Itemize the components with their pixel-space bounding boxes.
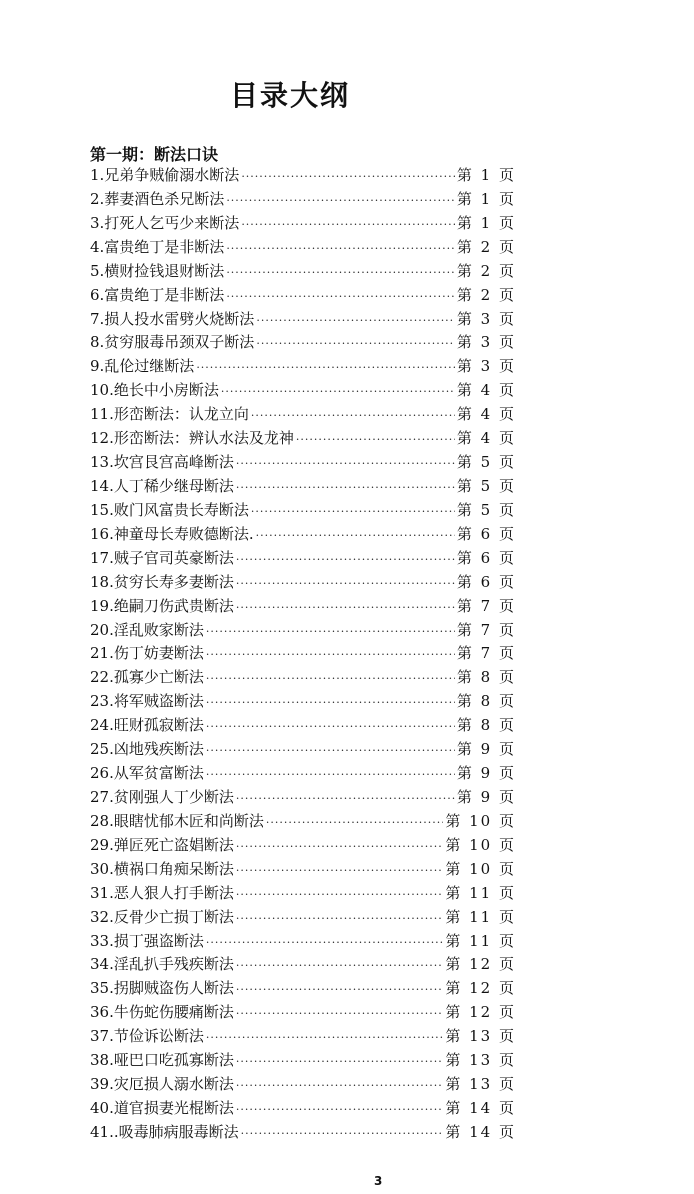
toc-entry-page: 第 9 页 <box>456 787 516 806</box>
toc-entry-title: 35.拐脚贼盗伤人断法 <box>90 979 234 998</box>
toc-entry-title: 28.眼瞎忧郁木匠和尚断法 <box>90 811 264 830</box>
toc-entry-page: 第 7 页 <box>456 596 516 615</box>
toc-entry <box>90 642 516 666</box>
toc-entry <box>90 858 516 882</box>
dot-leader <box>236 1074 444 1098</box>
toc-entry-page: 第 13 页 <box>445 1027 516 1046</box>
dot-leader <box>266 811 444 835</box>
toc-entry-page: 第 2 页 <box>456 285 516 304</box>
toc-entry-page: 第 6 页 <box>456 572 516 591</box>
dot-leader <box>241 1122 444 1146</box>
dot-leader <box>226 261 455 285</box>
toc-entry-page: 第 7 页 <box>456 644 516 663</box>
toc-entry-title: 17.贼子官司英豪断法 <box>90 548 234 567</box>
toc-entry-page: 第 11 页 <box>445 883 516 902</box>
toc-entry-page: 第 4 页 <box>456 381 516 400</box>
page-title: 目录大纲 <box>229 79 350 112</box>
toc-entry-title: 26.从军贫富断法 <box>90 764 204 783</box>
toc-entry-page: 第 2 页 <box>456 261 516 280</box>
toc-entry <box>90 164 516 188</box>
toc-entry-page: 第 10 页 <box>445 835 516 854</box>
toc-entry <box>90 810 516 834</box>
toc-entry-page: 第 10 页 <box>445 859 516 878</box>
toc-entry <box>90 930 516 954</box>
toc-entry <box>90 977 516 1001</box>
toc-entry-page: 第 4 页 <box>456 405 516 424</box>
dot-leader <box>206 691 455 715</box>
toc-entry-page: 第 7 页 <box>456 620 516 639</box>
toc-entry-title: 10.绝长中小房断法 <box>90 381 219 400</box>
page-number: 3 <box>374 1174 383 1188</box>
toc-entry <box>90 762 516 786</box>
toc-entry-title: 38.哑巴口吃孤寡断法 <box>90 1051 234 1070</box>
dot-leader <box>236 1002 444 1026</box>
toc-entry-title: 11.形峦断法：认龙立向 <box>90 405 249 424</box>
toc-entry-title: 12.形峦断法：辨认水法及龙神 <box>90 429 294 448</box>
dot-leader <box>206 715 455 739</box>
toc-entry-page: 第 8 页 <box>456 668 516 687</box>
toc-entry-page: 第 5 页 <box>456 476 516 495</box>
toc-entry-page: 第 8 页 <box>456 692 516 711</box>
dot-leader <box>236 596 455 620</box>
dot-leader <box>236 1050 444 1074</box>
toc-entry <box>90 475 516 499</box>
toc-entry <box>90 1025 516 1049</box>
dot-leader <box>206 1026 444 1050</box>
toc-entry <box>90 284 516 308</box>
dot-leader <box>226 285 455 309</box>
toc-entry-page: 第 1 页 <box>456 213 516 232</box>
toc-entry <box>90 403 516 427</box>
toc-entry-title: 34.淫乱扒手残疾断法 <box>90 955 234 974</box>
toc-entry-title: 31.恶人狠人打手断法 <box>90 883 234 902</box>
toc-entry <box>90 595 516 619</box>
toc-entry-title: 30.横祸口角痴呆断法 <box>90 859 234 878</box>
toc-entry <box>90 571 516 595</box>
toc-entry-page: 第 4 页 <box>456 429 516 448</box>
dot-leader <box>226 189 455 213</box>
toc-entry-title: 27.贫刚强人丁少断法 <box>90 787 234 806</box>
toc-entry-page: 第 1 页 <box>456 166 516 184</box>
toc-entry-page: 第 12 页 <box>445 955 516 974</box>
toc-entry-title: 21.伤丁妨妻断法 <box>90 644 204 663</box>
toc-entry-page: 第 6 页 <box>456 524 516 543</box>
toc-entry-title: 7.损人投水雷劈火烧断法 <box>90 309 255 328</box>
dot-leader <box>236 978 444 1002</box>
toc-entry <box>90 547 516 571</box>
toc-entry <box>90 427 516 451</box>
dot-leader <box>206 643 455 667</box>
toc-entry <box>90 882 516 906</box>
toc-entry <box>90 619 516 643</box>
toc-entry <box>90 690 516 714</box>
dot-leader <box>251 500 455 524</box>
toc-entry-title: 41..吸毒肺病服毒断法 <box>90 1122 239 1141</box>
toc-entry-page: 第 11 页 <box>445 931 516 950</box>
toc-entry <box>90 308 516 332</box>
toc-entry-page: 第 14 页 <box>445 1098 516 1117</box>
toc-entry <box>90 1121 516 1145</box>
toc-entry <box>90 212 516 236</box>
toc-entry <box>90 236 516 260</box>
dot-leader <box>251 404 455 428</box>
toc-entry <box>90 834 516 858</box>
toc-entry-page: 第 5 页 <box>456 453 516 472</box>
toc-entry-page: 第 3 页 <box>456 357 516 376</box>
toc-entry-title: 1.兄弟争贼偷溺水断法 <box>90 166 240 184</box>
toc-entry-title: 6.富贵绝丁是非断法 <box>90 285 225 304</box>
toc-entry-title: 40.道官损妻光棍断法 <box>90 1098 234 1117</box>
toc-entry-title: 22.孤寡少亡断法 <box>90 668 204 687</box>
dot-leader <box>221 380 455 404</box>
dot-leader <box>236 1098 444 1122</box>
toc-entry <box>90 331 516 355</box>
toc-entry-title: 15.败门风富贵长寿断法 <box>90 500 249 519</box>
toc-entry-page: 第 9 页 <box>456 764 516 783</box>
toc-entry-page: 第 13 页 <box>445 1075 516 1094</box>
dot-leader <box>226 237 455 261</box>
dot-leader <box>206 763 455 787</box>
toc-entry-title: 4.富贵绝丁是非断法 <box>90 237 225 256</box>
toc-entry-page: 第 1 页 <box>456 189 516 208</box>
dot-leader <box>206 739 455 763</box>
toc-entry <box>90 188 516 212</box>
toc-entry-title: 8.贫穷服毒吊颈双子断法 <box>90 333 255 352</box>
dot-leader <box>256 309 455 333</box>
toc-entry <box>90 1097 516 1121</box>
toc-entry-page: 第 9 页 <box>456 740 516 759</box>
dot-leader <box>256 524 455 548</box>
toc-entry-title: 23.将军贼盗断法 <box>90 692 204 711</box>
toc-entry <box>90 786 516 810</box>
toc-entry-page: 第 14 页 <box>445 1122 516 1141</box>
dot-leader <box>296 428 455 452</box>
toc-entry <box>90 355 516 379</box>
toc-entry-title: 33.损丁强盗断法 <box>90 931 204 950</box>
toc-entry-title: 39.灾厄损人溺水断法 <box>90 1075 234 1094</box>
toc-entry <box>90 953 516 977</box>
toc-entry-page: 第 12 页 <box>445 1003 516 1022</box>
section-heading: 第一期：断法口诀 <box>90 145 219 164</box>
dot-leader <box>236 835 444 859</box>
toc-entry-page: 第 5 页 <box>456 500 516 519</box>
dot-leader <box>236 954 444 978</box>
toc-entry-page: 第 3 页 <box>456 333 516 352</box>
toc-entry-title: 36.牛伤蛇伤腰痛断法 <box>90 1003 234 1022</box>
toc-entry-title: 16.神童母长寿败德断法. <box>90 524 254 543</box>
toc-entry <box>90 666 516 690</box>
dot-leader <box>206 620 455 644</box>
toc-entry-title: 32.反骨少亡损丁断法 <box>90 907 234 926</box>
toc-entry-page: 第 3 页 <box>456 309 516 328</box>
dot-leader <box>241 213 455 237</box>
toc-entry-title: 14.人丁稀少继母断法 <box>90 476 234 495</box>
toc-entry <box>90 260 516 284</box>
toc-entry-title: 18.贫穷长寿多妻断法 <box>90 572 234 591</box>
toc-entry <box>90 1001 516 1025</box>
toc-entry <box>90 1049 516 1073</box>
toc-entry-page: 第 10 页 <box>445 811 516 830</box>
dot-leader <box>241 165 455 189</box>
toc-entry <box>90 499 516 523</box>
toc-entry-page: 第 13 页 <box>445 1051 516 1070</box>
toc-entry <box>90 906 516 930</box>
toc-entry <box>90 738 516 762</box>
toc-entry-title: 25.凶地残疾断法 <box>90 740 204 759</box>
toc-entry-title: 24.旺财孤寂断法 <box>90 716 204 735</box>
dot-leader <box>236 883 444 907</box>
toc-entry-page: 第 8 页 <box>456 716 516 735</box>
dot-leader <box>206 931 444 955</box>
toc-entry <box>90 1073 516 1097</box>
dot-leader <box>236 572 455 596</box>
dot-leader <box>196 356 455 380</box>
toc-entry-title: 13.坎宫艮宫高峰断法 <box>90 453 234 472</box>
dot-leader <box>236 548 455 572</box>
toc-entry-title: 5.横财捡钱退财断法 <box>90 261 225 280</box>
dot-leader <box>206 667 455 691</box>
toc-entry-title: 29.弹匠死亡盗娼断法 <box>90 835 234 854</box>
toc-entry-page: 第 12 页 <box>445 979 516 998</box>
dot-leader <box>236 452 455 476</box>
dot-leader <box>256 332 455 356</box>
toc-entry-page: 第 2 页 <box>456 237 516 256</box>
dot-leader <box>236 907 444 931</box>
toc-entry-title: 9.乱伦过继断法 <box>90 357 195 376</box>
toc-entry-title: 3.打死人乞丐少来断法 <box>90 213 240 232</box>
toc-entry <box>90 379 516 403</box>
toc-entry <box>90 523 516 547</box>
toc-entry-page: 第 11 页 <box>445 907 516 926</box>
toc-entry-title: 20.淫乱败家断法 <box>90 620 204 639</box>
toc-entry <box>90 451 516 475</box>
toc-entry <box>90 714 516 738</box>
dot-leader <box>236 476 455 500</box>
toc-list <box>90 164 516 1145</box>
dot-leader <box>236 859 444 883</box>
toc-entry-title: 2.葬妻酒色杀兄断法 <box>90 189 225 208</box>
dot-leader <box>236 787 455 811</box>
toc-entry-title: 19.绝嗣刀伤武贵断法 <box>90 596 234 615</box>
toc-entry-page: 第 6 页 <box>456 548 516 567</box>
toc-entry-title: 37.节俭诉讼断法 <box>90 1027 204 1046</box>
